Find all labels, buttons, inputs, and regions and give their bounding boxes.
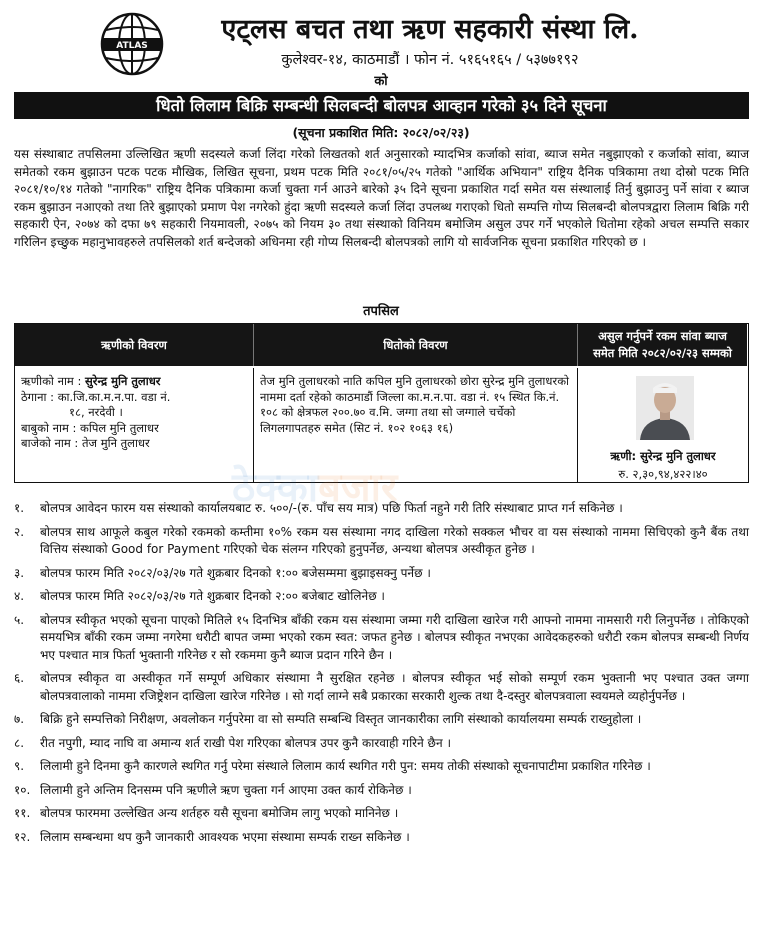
condition-text: लिलामी हुने अन्तिम दिनसम्म पनि ऋणीले ऋण चुक्ता गर्न आएमा उक्त कार्य रोकिनेछ । [40, 782, 412, 797]
condition-number: ६. [14, 671, 25, 685]
notice-headline: धितो लिलाम बिक्रि सम्बन्धी सिलबन्दी बोलपत्र आव्हान गरेको ३५ दिने सूचना [14, 92, 749, 119]
logo-text: ATLAS [116, 41, 148, 51]
condition-text: बोलपत्र साथ आफूले कबुल गरेको रकमको कम्तीमा १०% रकम यस संस्थामा नगद दाखिला गरेको सक्कल भौचर वा यस संस्थाको नाममा सिचिएको कुनै बैंक तथा वित्तिय संस्थाको Good for Payment गरिएको चेक संलग्न गरिएको हुनुपर्नेछ, अन्यथा बोलपत्र अस्वीकृत हुनेछ । [40, 524, 749, 556]
condition-text: बिक्रि हुने सम्पत्तिको निरीक्षण, अवलोकन गर्नुपरेमा वा सो सम्पति सम्बन्धि विस्तृत जानकारीका लागि संस्थाको कार्यालयमा सम्पर्क राख्नुहोला । [40, 712, 642, 726]
condition-text: बोलपत्र स्वीकृत वा अस्वीकृत गर्ने सम्पूर्ण अधिकार संस्थामा नै सुरक्षित रहनेछ । बोलपत्र स्वीकृत भई सोको सम्पूर्ण रकम भुक्तानी भए पश्चात उक्त जग्गा बोलपत्रवालाको नाममा रजिष्ट्रेशन दाखिला खारेज गरिनेछ । सो गर्दा लाग्ने सबै प्रकारका सरकारी शुल्क तथा दै-दस्तुर बोलपत्रवाला स्वयमले व्यहोर्नुपर्नेछ । [40, 671, 749, 703]
condition-text: बोलपत्र फारममा उल्लेखित अन्य शर्तहरु यसै सूचना बमोजिम लागु भएको मानिनेछ । [40, 806, 399, 820]
borrower-photo [636, 376, 694, 440]
condition-number: ३. [14, 565, 25, 580]
father-name-label: बाबुको नाम : [21, 420, 77, 435]
publication-date: (सूचना प्रकाशित मिति: २०८२/०२/२३) [292, 125, 470, 140]
org-address: कुलेश्वर-१४, काठमाडौं । फोन नं. ५१६५१६५ / ५३७७१९२ [281, 52, 579, 68]
condition-text: बोलपत्र आवेदन फारम यस संस्थाको कार्यालयबाट रु. ५००/-(रु. पाँच सय मात्र) पछि फिर्ता नहुने गरी तिरि संस्थाबाट प्राप्त गर्न सकिनेछ । [40, 501, 623, 515]
borrower-details-cell [15, 368, 253, 482]
condition-number: ४. [14, 589, 25, 603]
borrower-address-label: ठेगाना : [21, 389, 55, 404]
condition-item [14, 612, 749, 665]
condition-item [14, 805, 749, 823]
header-amount-line2: समेत मिति २०८२/०२/२३ सम्मको [593, 346, 732, 360]
condition-number: ८. [14, 735, 25, 750]
borrower-address-line2: १८, नरदेवी । [69, 405, 123, 419]
condition-item [14, 829, 749, 847]
intro-paragraph: यस संस्थाबाट तपसिलमा उल्लिखित ऋणी सदस्यले कर्जा लिंदा गरेको लिखतको शर्त अनुसारको म्यादभित्र कर्जाको सांवा, ब्याज समेत नबुझाएको र कर्जाको सांवा, ब्याज समेतको रकम बुझाउन पटक पटक मौखिक, लिखित सूचना, प्रथम पटक मिति २०८१/०५/२५ गतेको "आर्थिक अभियान" राष्ट्रिय दैनिक पत्रिकामा तथा दोस्रो पटक मिति २०८१/१०/१४ गतेको "नागरिक" राष्ट्रिय दैनिक पत्रिकामा कर्जा चुक्ता गर्न आउने बारेको ३५ दिने सूचना प्रकाशित गर्दा समेत यस संस्थालाई तिर्नु बुझाउनु पर्ने सांवा र ब्याज रकम बुझाउन नआएको तथा तिरे बुझाएको प्रमाण पेश नगरेको हुंदा ऋणी सदस्यले कर्जा लिंदा उपलब्ध गराएको धितो सम्पत्ति गोप्य सिलबन्दी बोलपत्रद्वारा लिलाम बिक्रि गरी सहकारी ऐन, २०७४ को दफा ७९ सहकारी नियमावली, २०७५ को नियम ३० तथा संस्थाको विनियम बमोजिम असुल उपर गर्ने भएकोले धितोमा रहेको अचल सम्पत्ति सकार गरिलिन इच्छुक महानुभावहरुले तपसिलको शर्त बन्देजको अधिनमा रही गोप्य सिलबन्दी बोलपत्रको लागि यो सार्वजनिक सूचना प्रकाशित गरिएको छ । [14, 147, 749, 249]
collateral-details-cell: तेज मुनि तुलाधरको नाति कपिल मुनि तुलाधरको छोरा सुरेन्द्र मुनि तुलाधरको नाममा दर्ता रहेको काठमाडौं जिल्ला का.म.न.पा. वडा नं. १५ स्थित कि.नं. १०८ को क्षेत्रफल २००.७० व.मि. जग्गा तथा सो जग्गाले चर्चेको लिगलगापतहरु समेत (सिट नं. १०२ १०६३ १६) [253, 368, 577, 482]
org-name: एट्लस बचत तथा ऋण सहकारी संस्था लि. [221, 14, 639, 45]
condition-item [14, 670, 749, 705]
grandfather-name: तेज मुनि तुलाधर [81, 436, 150, 450]
condition-text: बोलपत्र फारम मिति २०८२/०३/२७ गते शुक्रबार दिनको १:०० बजेसम्ममा बुझाइसक्नु पर्नेछ । [40, 565, 431, 580]
header-amount-line1: असुल गर्नुपर्ने रकम सांवा ब्याज [598, 329, 727, 343]
header-collateral-details: धितोको विवरण [253, 324, 577, 366]
condition-item [14, 711, 749, 729]
amount-due-cell [577, 368, 747, 482]
condition-number: ७. [14, 712, 25, 726]
amount-due-value: रु. २,३०,९४,४२२।४० [618, 467, 708, 481]
condition-item [14, 758, 749, 776]
condition-text: लिलामी हुने दिनमा कुनै कारणले स्थगित गर्नु परेमा संस्थाले लिलाम कार्य स्थगित गरी पुन: समय तोकी संस्थाको सूचनापाटीमा प्रकाशित गरिनेछ । [40, 759, 651, 773]
condition-number: १२. [14, 829, 31, 844]
condition-text: लिलाम सम्बन्धमा थप कुनै जानकारी आवश्यक भएमा संस्थामा सम्पर्क राख्न सकिनेछ । [40, 829, 410, 844]
borrower-address-line1: का.जि.का.म.न.पा. वडा नं. [57, 389, 171, 404]
condition-number: ९. [14, 759, 25, 773]
condition-item [14, 735, 749, 753]
grandfather-name-label: बाजेको नाम : [21, 436, 79, 450]
conditions-list [14, 500, 749, 846]
condition-text: रीत नपुगी, म्याद नाघि वा अमान्य शर्त राखी पेश गरिएका बोलपत्र उपर कुनै कारवाही गरिने छैन । [40, 735, 451, 750]
condition-number: ११. [14, 806, 31, 820]
schedule-heading: तपसिल [363, 304, 399, 319]
condition-text: बोलपत्र फारम मिति २०८२/०३/२७ गते शुक्रबार दिनको २:०० बजेबाट खोलिनेछ । [40, 589, 385, 603]
condition-item [14, 524, 749, 559]
watermark-left: ठेक्का [232, 465, 319, 511]
borrower-photo-caption: ऋणी: सुरेन्द्र मुनि तुलाधर [610, 449, 716, 463]
condition-item [14, 565, 749, 583]
org-ko: को [374, 74, 388, 89]
atlas-globe-logo [100, 12, 164, 76]
header-amount-due [577, 324, 747, 366]
condition-item [14, 500, 749, 518]
condition-text: बोलपत्र स्वीकृत भएको सूचना पाएको मितिले १५ दिनभित्र बाँकी रकम यस संस्थामा जम्मा गरी दाखिला खारेज गरी आफ्नो नाममा नामसारी गरी लिनुपर्नेछ । तोकिएको समयभित्र बाँकी रकम जम्मा नगरेमा धरौटी बापत जम्मा भएको रकम स्वत: जफत हुनेछ । बोलपत्र स्वीकृत नभएका आवेदकहरुको धरौटी रकम बोलपत्र सम्बन्धी निर्णय भए पश्चात मात्र फिर्ता भुक्तानी गरिनेछ र सो रकममा कुनै ब्याज प्रदान गरिने छैन । [40, 612, 749, 662]
condition-number: २. [14, 524, 25, 539]
borrower-name-label: ऋणीको नाम : [21, 374, 82, 388]
father-name: कपिल मुनि तुलाधर [80, 420, 159, 435]
condition-number: ५. [14, 612, 25, 627]
header-borrower-details: ऋणीको विवरण [15, 324, 253, 366]
condition-number: १. [14, 501, 25, 515]
condition-item [14, 588, 749, 606]
watermark-right: बजार [318, 465, 398, 511]
condition-number: १०. [14, 782, 31, 797]
borrower-name: सुरेन्द्र मुनि तुलाधर [85, 374, 161, 388]
condition-item [14, 782, 749, 800]
